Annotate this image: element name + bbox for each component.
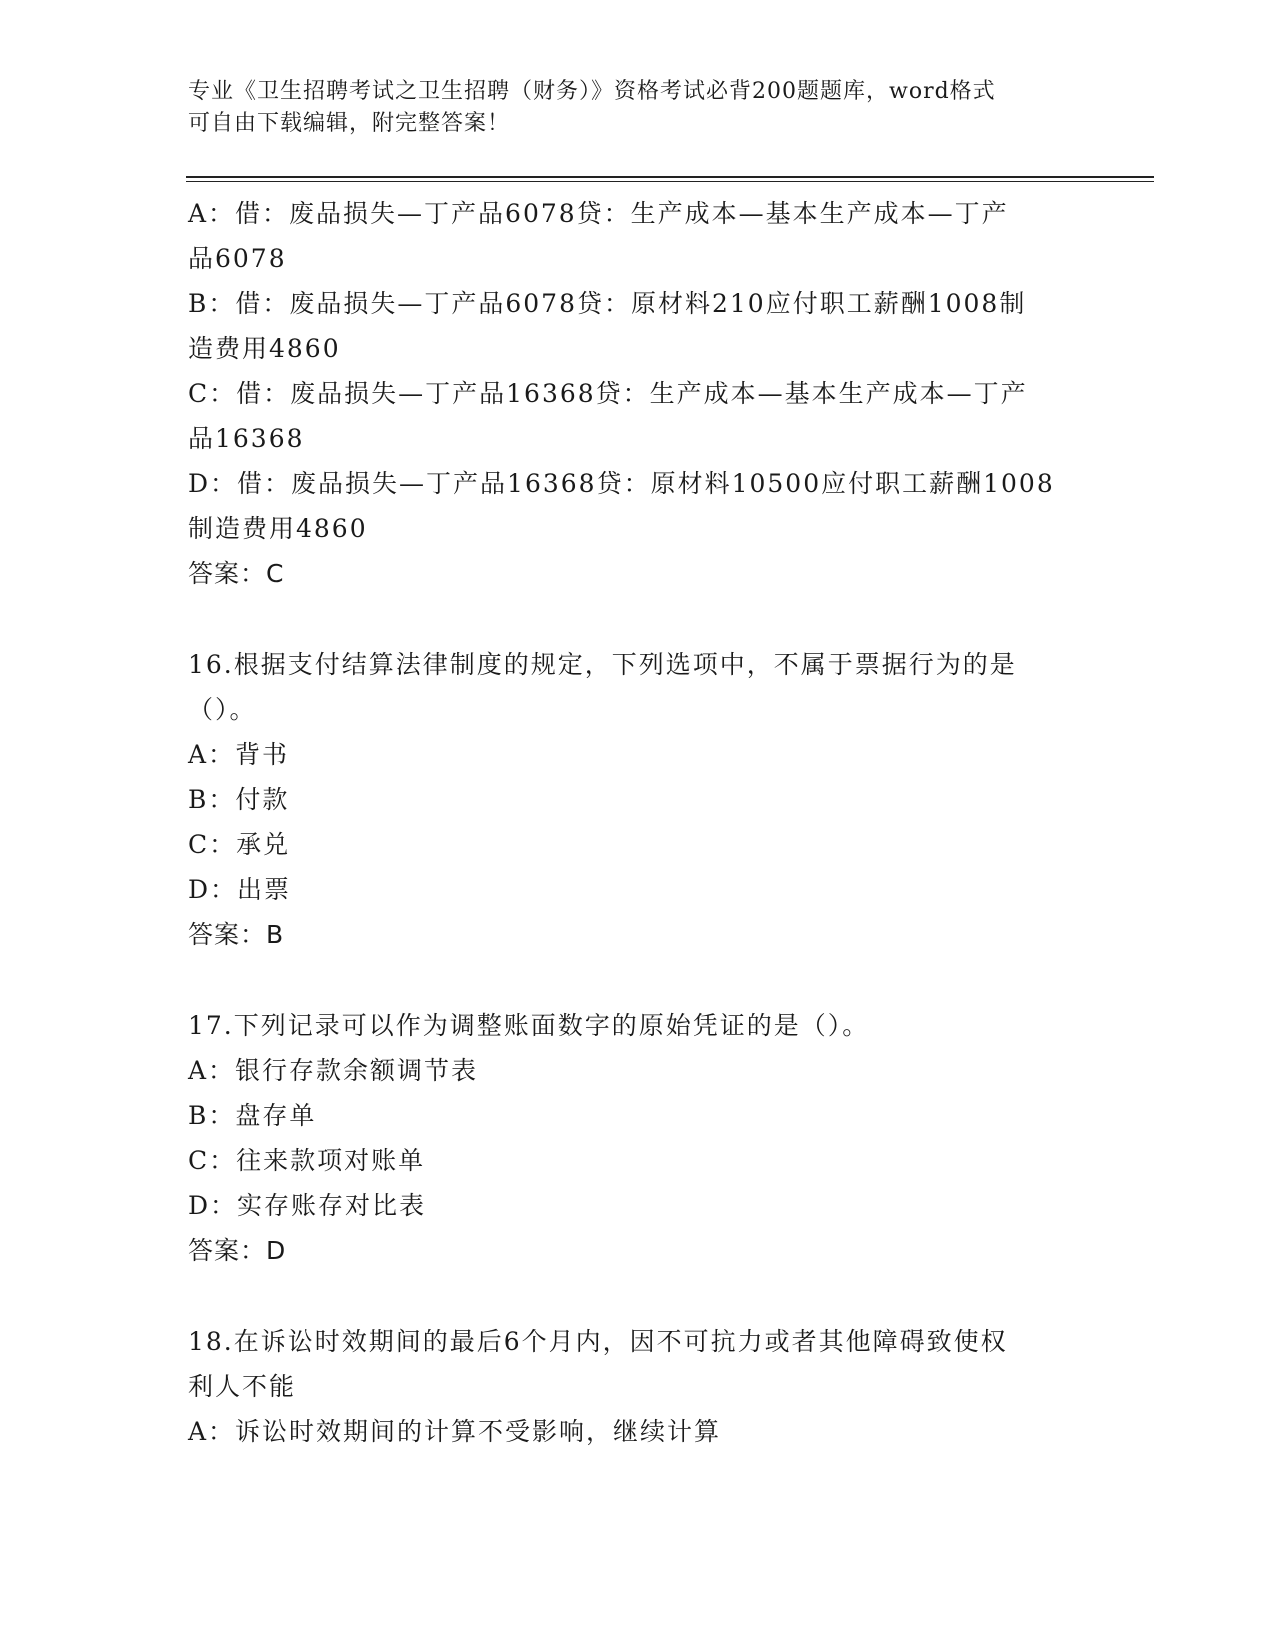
q17-option-c: C：往来款项对账单 xyxy=(188,1146,426,1175)
question-18-block xyxy=(188,1319,1088,1454)
q17-answer: 答案：D xyxy=(188,1236,287,1265)
q15-option-a-line-2: 品6078 xyxy=(188,244,287,273)
q15-option-a-line-1: A：借：废品损失—丁产品6078贷：生产成本—基本生产成本—丁产 xyxy=(188,199,1009,228)
q15-option-c-line-1: C：借：废品损失—丁产品16368贷：生产成本—基本生产成本—丁产 xyxy=(188,379,1028,408)
header-divider-thick xyxy=(186,176,1154,178)
q16-option-a: A：背书 xyxy=(188,740,290,769)
question-16-block xyxy=(188,642,1088,957)
document-header xyxy=(188,76,1088,140)
q17-option-d: D：实存账存对比表 xyxy=(188,1191,427,1220)
q16-option-b: B：付款 xyxy=(188,785,290,814)
q18-stem-line-1: 18.在诉讼时效期间的最后6个月内，因不可抗力或者其他障碍致使权 xyxy=(188,1327,1008,1356)
header-divider-thin xyxy=(186,181,1154,182)
q15-option-c-line-2: 品16368 xyxy=(188,424,305,453)
question-spacer xyxy=(188,596,1088,642)
q17-option-a: A：银行存款余额调节表 xyxy=(188,1056,479,1085)
header-title-line-1: 专业《卫生招聘考试之卫生招聘（财务）》资格考试必背200题题库，word格式 xyxy=(188,79,996,104)
q16-answer: 答案：B xyxy=(188,920,285,949)
header-title-line-2: 可自由下载编辑，附完整答案！ xyxy=(188,111,511,136)
q15-option-b-line-2: 造费用4860 xyxy=(188,334,341,363)
q16-option-d: D：出票 xyxy=(188,875,292,904)
q16-option-c: C：承兑 xyxy=(188,830,291,859)
question-list xyxy=(188,191,1088,1454)
question-spacer xyxy=(188,957,1088,1003)
q16-stem-line-2: （）。 xyxy=(188,695,257,724)
q18-option-a: A：诉讼时效期间的计算不受影响，继续计算 xyxy=(188,1417,722,1446)
question-spacer xyxy=(188,1273,1088,1319)
q15-option-d-line-2: 制造费用4860 xyxy=(188,514,368,543)
q15-option-b-line-1: B：借：废品损失—丁产品6078贷：原材料210应付职工薪酬1008制 xyxy=(188,289,1027,318)
q16-stem-line-1: 16.根据支付结算法律制度的规定，下列选项中，不属于票据行为的是 xyxy=(188,650,1017,679)
q17-stem: 17.下列记录可以作为调整账面数字的原始凭证的是（）。 xyxy=(188,1011,870,1040)
q15-option-d-line-1: D：借：废品损失—丁产品16368贷：原材料10500应付职工薪酬1008 xyxy=(188,469,1055,498)
question-17-block xyxy=(188,1003,1088,1273)
q15-answer: 答案：C xyxy=(188,559,285,588)
q18-stem-line-2: 利人不能 xyxy=(188,1372,297,1401)
question-15-block xyxy=(188,191,1088,596)
q17-option-b: B：盘存单 xyxy=(188,1101,317,1130)
